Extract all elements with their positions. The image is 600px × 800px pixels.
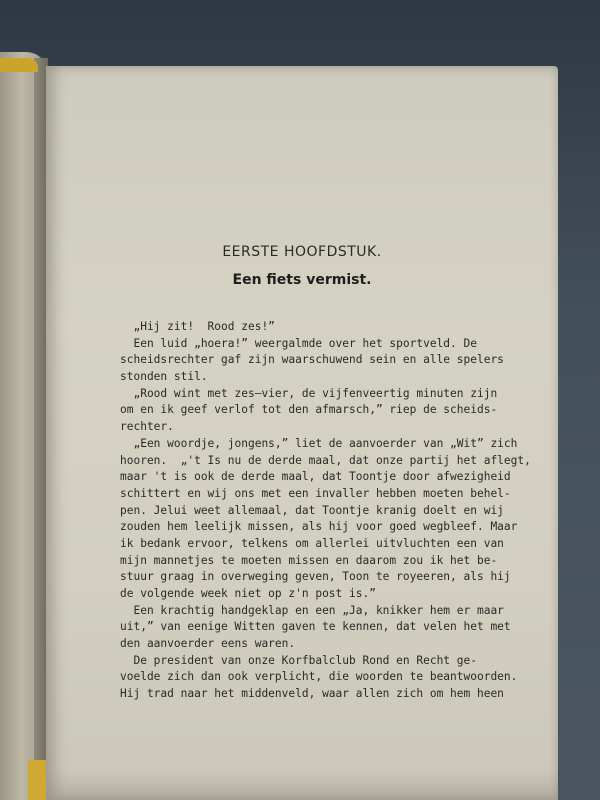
text-line: Hij trad naar het middenveld, waar allen zich om hem heen — [120, 687, 504, 701]
text-line: „Rood wint met zes—vier, de vijfenveertig minuten zijn — [120, 386, 498, 400]
text-line: hooren. „'t Is nu de derde maal, dat onze partij het aflegt, — [120, 453, 531, 467]
text-line: mijn mannetjes te moeten missen en daarom zou ik het be- — [120, 553, 498, 567]
text-line: De president van onze Korfbalclub Rond en Recht ge- — [120, 653, 477, 667]
text-line: uit,” van eenige Witten gaven te kennen, dat velen het met — [120, 620, 511, 634]
text-line: „Hij zit! Rood zes!” — [120, 320, 275, 333]
text-line: pen. Jelui weet allemaal, dat Toontje kranig doelt en wij — [120, 503, 504, 517]
text-line: om en ik geef verlof tot den afmarsch,” riep de scheids- — [120, 403, 498, 417]
text-line: den aanvoerder eens waren. — [120, 637, 296, 651]
text-line: Een krachtig handgeklap en een „Ja, knikker hem er maar — [120, 603, 504, 617]
page-bottom-shadow — [46, 770, 558, 800]
text-line: rechter. — [120, 420, 174, 434]
text-line: „Een woordje, jongens,” liet de aanvoerder van „Wit” zich — [120, 436, 518, 450]
text-line: ik bedank ervoor, telkens om allerlei uitvluchten een van — [120, 536, 504, 550]
chapter-heading: EERSTE HOOFDSTUK. — [222, 244, 382, 260]
text-line: scheidsrechter gaf zijn waarschuwend sein en alle spelers — [120, 353, 504, 367]
text-line: maar 't is ook de derde maal, dat Toontje door afwezigheid — [120, 470, 511, 484]
text-line: stonden stil. — [120, 370, 208, 384]
text-line: schittert en wij ons met een invaller hebben moeten behel- — [120, 486, 511, 500]
body-text — [120, 319, 531, 703]
text-line: de volgende week niet op z'n post is.” — [120, 587, 376, 600]
text-line: Een luid „hoera!” weergalmde over het sportveld. De — [120, 336, 477, 350]
text-line: stuur graag in overweging geven, Toon te royeeren, als hij — [120, 570, 511, 584]
book-spine-top — [0, 58, 38, 72]
chapter-title: Een fiets vermist. — [232, 272, 372, 288]
text-line: zouden hem leelijk missen, als hij voor goed wegbleef. Maar — [120, 520, 518, 534]
text-line: voelde zich dan ook verplicht, die woorden te beantwoorden. — [120, 670, 518, 684]
